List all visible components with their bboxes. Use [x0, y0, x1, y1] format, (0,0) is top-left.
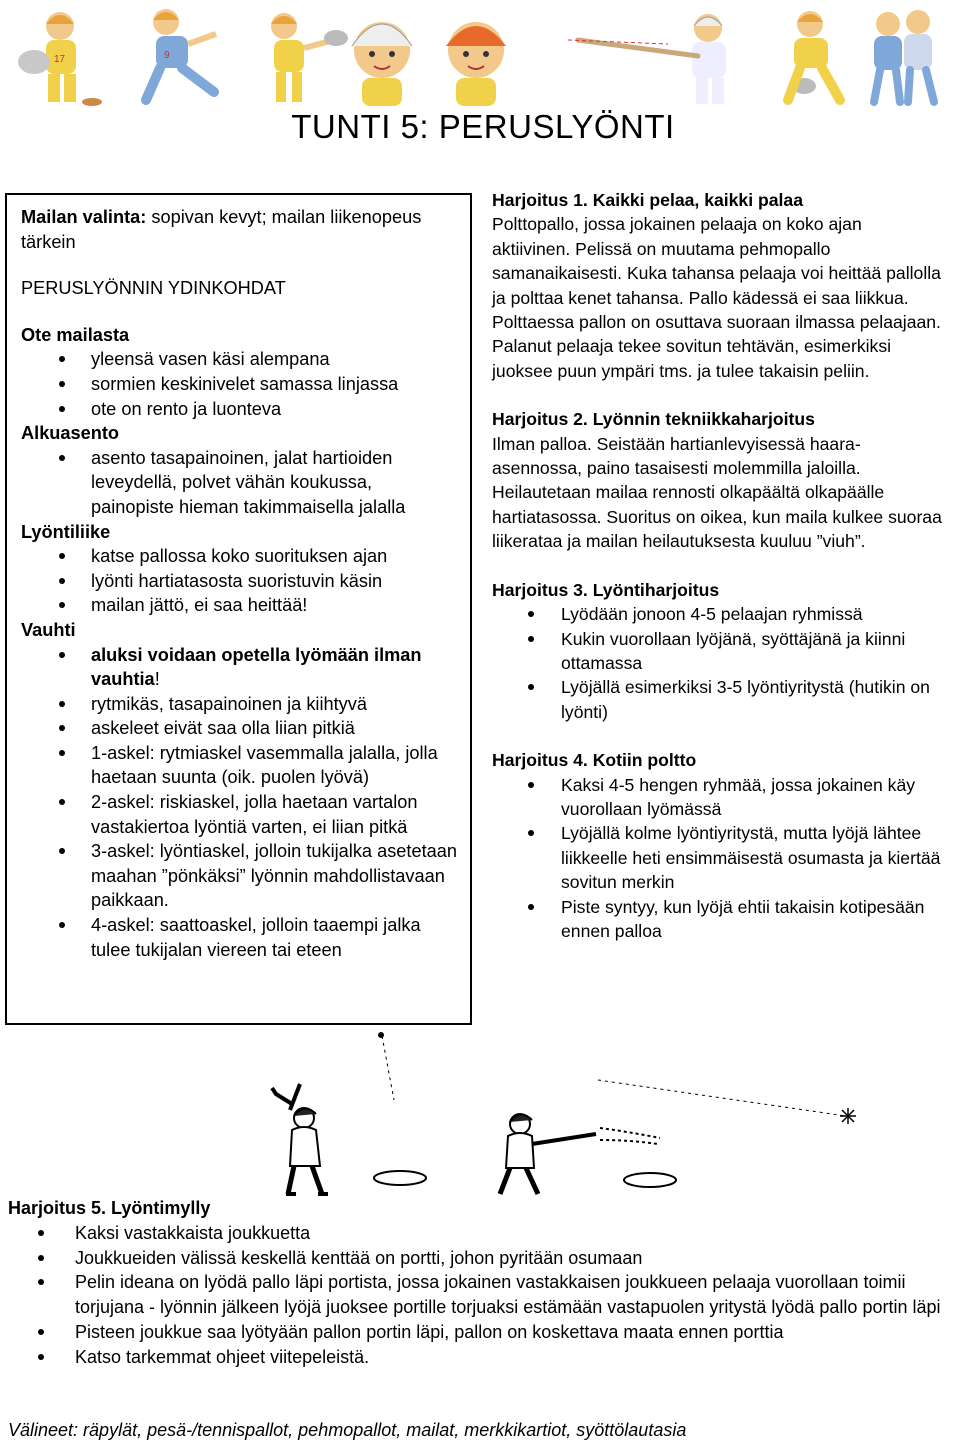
exercise-5: [8, 1196, 948, 1370]
bat-choice: [21, 205, 460, 254]
momentum-first-bold: aluksi voidaan opetella lyömään ilman vauhtia: [91, 644, 422, 690]
list-item: askeleet eivät saa olla liian pitkiä: [21, 716, 460, 741]
exercise-2-heading: Harjoitus 2. Lyönnin tekniikkaharjoitus: [492, 409, 815, 430]
stance-heading: Alkuasento: [21, 423, 120, 444]
list-item: Joukkueiden välissä keskellä kenttää on portti, johon pyritään osumaan: [8, 1246, 948, 1271]
list-item: Lyödään jonoon 4-5 pelaajan ryhmissä: [492, 602, 944, 626]
svg-text:17: 17: [54, 54, 66, 65]
list-item: Katso tarkemmat ohjeet viitepeleistä.: [8, 1345, 948, 1370]
exercise-4: [492, 748, 944, 943]
list-item: mailan jättö, ei saa heittää!: [21, 593, 460, 618]
batter-figure: [272, 1084, 328, 1194]
list-item: Kaksi 4-5 hengen ryhmää, jossa jokainen käy vuorollaan lyömässä: [492, 773, 944, 822]
list-item: sormien keskinivelet samassa linjassa: [21, 372, 460, 397]
list-item: asento tasapainoinen, jalat hartioiden leveydellä, polvet vähän koukussa, painopiste hieman takimmaisella jalalla: [21, 446, 460, 520]
swing-heading: Lyöntiliike: [21, 521, 111, 542]
home-plate: [624, 1173, 676, 1187]
exercise-4-heading: Harjoitus 4. Kotiin poltto: [492, 750, 697, 771]
ball: [378, 1032, 384, 1038]
svg-text:9: 9: [164, 50, 170, 61]
helmet-child-icon: [420, 4, 532, 108]
list-item: 2-askel: riskiaskel, jolla haetaan vartalon vastakiertoa lyöntiä varten, ei liian pitkä: [21, 790, 460, 839]
list-item: Pisteen joukkue saa lyötyään pallon portin läpi, pallon on koskettava maata ennen porttia: [8, 1320, 948, 1345]
exercise-5-list: [8, 1221, 948, 1370]
exercise-1-text: Polttopallo, jossa jokainen pelaaja on koko ajan aktiivinen. Pelissä on muutama pehmopallo samanaikaisesti. Kuka tahansa pelaaja voi heittää pallolla ja polttaa kenet tahansa. Pallo kädessä ei saa liikkua. Polttaessa pallon on osuttava suoraan ilmassa pelaajaan. Palanut pelaaja tekee sovitun tehtävän, esimerkiksi juoksee puun ympäri tms. ja tulee takaisin peliin.: [492, 214, 941, 381]
momentum-heading: Vauhti: [21, 619, 76, 640]
grip-heading: Ote mailasta: [21, 324, 130, 345]
bat-choice-text: sopivan kevyt; mailan liikenopeus tärkein: [21, 207, 422, 252]
basic-hit-key-points-box: [5, 193, 472, 1025]
list-item: Lyöjällä esimerkiksi 3-5 lyöntiyritystä (hutikin on lyönti): [492, 675, 944, 724]
list-item: lyönti hartiatasosta suoristuvin käsin: [21, 569, 460, 594]
core-heading: PERUSLYÖNNIN YDINKOHDAT: [21, 278, 286, 299]
momentum-first-tail: !: [154, 669, 160, 690]
exercise-3-list: [492, 602, 944, 724]
list-item: Kaksi vastakkaista joukkuetta: [8, 1221, 948, 1246]
two-children-icon: [848, 4, 960, 108]
swing-list: [21, 544, 460, 618]
list-item: Kukin vuorollaan lyöjänä, syöttäjänä ja kiinni ottamassa: [492, 627, 944, 676]
list-item: Piste syntyy, kun lyöjä ehtii takaisin kotipesään ennen palloa: [492, 895, 944, 944]
list-item: Lyöjällä kolme lyöntiyritystä, mutta lyöjä lähtee liikkeelle heti ensimmäisestä osumasta ja kiertää sovitun merkin: [492, 821, 944, 894]
list-item: [21, 643, 460, 692]
catcher-child-icon: [8, 4, 120, 108]
exercise-3: [492, 578, 944, 724]
ball-trajectory: [598, 1080, 846, 1116]
list-item: rytmikäs, tasapainoinen ja kiihtyvä: [21, 692, 460, 717]
exercise-2: [492, 407, 944, 553]
exercise-1-heading: Harjoitus 1. Kaikki pelaa, kaikki palaa: [492, 190, 803, 210]
list-item: katse pallossa koko suorituksen ajan: [21, 544, 460, 569]
ball-trajectory: [382, 1036, 394, 1100]
list-item: 1-askel: rytmiaskel vasemmalla jalalla, jolla haetaan suunta (oik. puolen lyövä): [21, 741, 460, 790]
momentum-list: [21, 643, 460, 963]
list-item: 4-askel: saattoaskel, jolloin taaempi jalka tulee tukijalan viereen tai eteen: [21, 913, 460, 962]
exercise-4-list: [492, 773, 944, 944]
stance-list: [21, 446, 460, 520]
running-child-icon: [126, 4, 238, 108]
list-item: 3-askel: lyöntiaskel, jolloin tukijalka asetetaan maahan ”pönkäksi” lyönnin mahdollistavaan paikkaan.: [21, 839, 460, 913]
batting-scene-illustration: [0, 1032, 960, 1198]
illustration-strip: [0, 0, 960, 112]
list-item: yleensä vasen käsi alempana: [21, 347, 460, 372]
exercise-3-heading: Harjoitus 3. Lyöntiharjoitus: [492, 579, 720, 600]
exercise-1: [492, 188, 944, 383]
home-plate: [374, 1171, 426, 1185]
grip-list: [21, 347, 460, 421]
page-title: TUNTI 5: PERUSLYÖNTI: [291, 108, 675, 145]
exercise-5-heading: Harjoitus 5. Lyöntimylly: [8, 1198, 211, 1218]
bat-choice-label: Mailan valinta:: [21, 207, 147, 227]
equipment-note: Välineet: räpylät, pesä-/tennispallot, pehmopallot, mailat, merkkikartiot, syöttölautasia: [8, 1420, 687, 1440]
list-item: Pelin ideana on lyödä pallo läpi portista, jossa jokainen vastakkaisen joukkueen pelaaja vuorollaan toimii torjujana - lyönnin jälkeen lyöjä juoksee portille torjuaksi estämään vastapuolen yritystä lyödä pallo portin läpi: [8, 1270, 948, 1320]
exercise-2-text: Ilman palloa. Seistään hartianlevyisessä haara-asennossa, paino tasaisesti molemmilla jaloilla. Heilautetaan mailaa rennosti olkapäältä olkapäälle hartiatasossa. Suoritus on oikea, kun maila kulkee suoraa liikerataa ja mailan heilautuksesta kuuluu ”viuh”.: [492, 433, 942, 552]
batter-child-icon: [548, 4, 748, 108]
exercises-column: [492, 188, 944, 967]
list-item: ote on rento ja luonteva: [21, 397, 460, 422]
ball-impact-icon: [840, 1108, 856, 1124]
